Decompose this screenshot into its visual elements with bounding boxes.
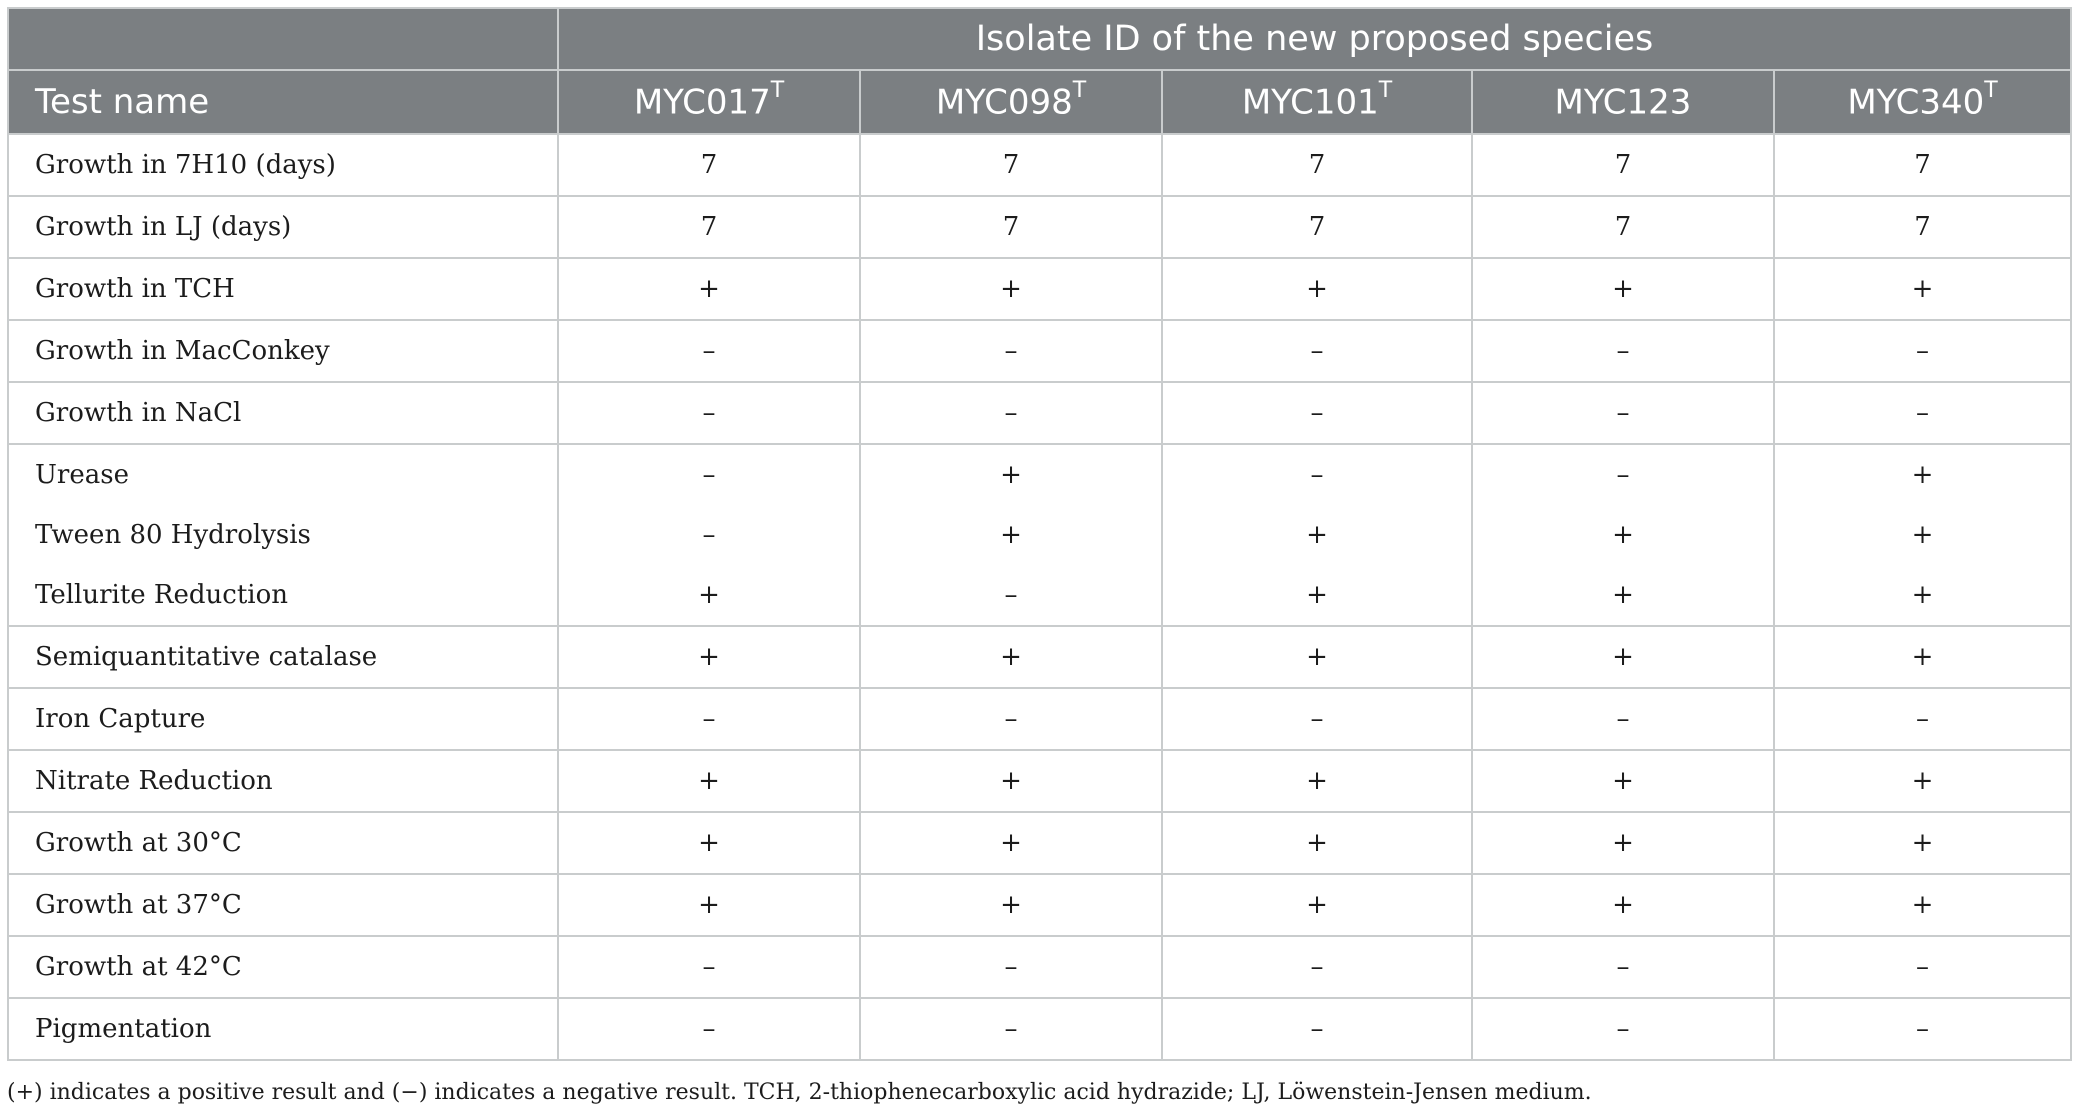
isolate-column-header: $MYC101^T$ (1162, 70, 1472, 134)
result-cell: – (1472, 936, 1774, 998)
result-cell: + (1774, 812, 2071, 874)
table-row (8, 196, 2071, 258)
result-cell: + (1774, 750, 2071, 812)
test-name-cell: Growth in 7H10 (days) (8, 134, 558, 196)
test-name-cell: Growth at 37°C (8, 874, 558, 936)
result-cell: 7 (1774, 196, 2071, 258)
result-cell: 7 (860, 134, 1162, 196)
result-cell: + (1472, 812, 1774, 874)
result-cell: – (1162, 320, 1472, 382)
table-footnote: (+) indicates a positive result and (−) indicates a negative result. TCH, 2-thiophenecarboxylic acid hydrazide; LJ, Löwenstein-Jensen medium. (7, 1080, 1592, 1105)
table-row (8, 998, 2071, 1060)
result-cell: + (1472, 874, 1774, 936)
result-cell: + (558, 750, 860, 812)
table-row (8, 444, 2071, 505)
test-name-cell: Tellurite Reduction (8, 565, 558, 626)
result-cell: 7 (558, 196, 860, 258)
result-cell: 7 (1774, 134, 2071, 196)
test-name-cell: Growth in MacConkey (8, 320, 558, 382)
isolate-test-table (7, 7, 2072, 1061)
result-cell: + (1162, 258, 1472, 320)
result-cell: + (1472, 505, 1774, 565)
result-cell: + (558, 874, 860, 936)
result-cell: – (558, 505, 860, 565)
table-row (8, 812, 2071, 874)
result-cell: – (1162, 382, 1472, 444)
table-row (8, 626, 2071, 688)
result-cell: + (1162, 505, 1472, 565)
result-cell: + (558, 565, 860, 626)
result-cell: – (1472, 320, 1774, 382)
result-cell: + (1774, 505, 2071, 565)
result-cell: – (558, 382, 860, 444)
result-cell: – (860, 936, 1162, 998)
isolate-column-header: $MYC340^T$ (1774, 70, 2071, 134)
isolate-column-header: MYC123 (1472, 70, 1774, 134)
result-cell: + (1774, 565, 2071, 626)
result-cell: – (558, 936, 860, 998)
result-cell: – (1162, 998, 1472, 1060)
result-cell: – (860, 382, 1162, 444)
result-cell: + (1162, 626, 1472, 688)
test-name-column-header: Test name (8, 70, 558, 134)
result-cell: – (1774, 998, 2071, 1060)
result-cell: + (1472, 565, 1774, 626)
table-row (8, 505, 2071, 565)
result-cell: – (558, 320, 860, 382)
test-name-cell: Semiquantitative catalase (8, 626, 558, 688)
test-name-cell: Growth in NaCl (8, 382, 558, 444)
results-table-wrapper (7, 7, 2070, 1061)
table-row (8, 565, 2071, 626)
result-cell: – (558, 688, 860, 750)
result-cell: + (1162, 565, 1472, 626)
isolate-column-header: $MYC017^T$ (558, 70, 860, 134)
test-name-cell: Growth in LJ (days) (8, 196, 558, 258)
result-cell: – (1472, 688, 1774, 750)
result-cell: + (860, 750, 1162, 812)
table-row (8, 688, 2071, 750)
header-corner-cell (8, 8, 558, 70)
result-cell: + (558, 626, 860, 688)
result-cell: – (1162, 936, 1472, 998)
result-cell: + (860, 505, 1162, 565)
result-cell: + (1774, 444, 2071, 505)
table-row (8, 382, 2071, 444)
result-cell: + (1774, 874, 2071, 936)
test-name-cell: Growth in TCH (8, 258, 558, 320)
result-cell: – (558, 444, 860, 505)
result-cell: + (1774, 626, 2071, 688)
result-cell: + (558, 812, 860, 874)
result-cell: 7 (1472, 196, 1774, 258)
result-cell: – (1774, 936, 2071, 998)
table-row (8, 258, 2071, 320)
result-cell: – (860, 565, 1162, 626)
result-cell: 7 (860, 196, 1162, 258)
table-row (8, 750, 2071, 812)
result-cell: – (1472, 444, 1774, 505)
result-cell: – (1162, 444, 1472, 505)
test-name-cell: Iron Capture (8, 688, 558, 750)
table-row (8, 936, 2071, 998)
result-cell: + (1774, 258, 2071, 320)
isolate-column-header: $MYC098^T$ (860, 70, 1162, 134)
result-cell: – (860, 998, 1162, 1060)
table-row (8, 320, 2071, 382)
result-cell: + (860, 812, 1162, 874)
result-cell: + (860, 626, 1162, 688)
result-cell: 7 (1162, 196, 1472, 258)
table-body (8, 134, 2071, 1060)
result-cell: – (860, 320, 1162, 382)
result-cell: + (558, 258, 860, 320)
result-cell: + (1162, 750, 1472, 812)
test-name-cell: Growth at 42°C (8, 936, 558, 998)
table-header (8, 8, 2071, 134)
result-cell: 7 (558, 134, 860, 196)
result-cell: – (558, 998, 860, 1060)
result-cell: + (1472, 626, 1774, 688)
result-cell: – (1774, 382, 2071, 444)
result-cell: – (860, 688, 1162, 750)
result-cell: 7 (1162, 134, 1472, 196)
result-cell: 7 (1472, 134, 1774, 196)
result-cell: – (1472, 998, 1774, 1060)
result-cell: + (1472, 750, 1774, 812)
test-name-cell: Growth at 30°C (8, 812, 558, 874)
isolate-group-title: Isolate ID of the new proposed species (558, 8, 2071, 70)
result-cell: + (1162, 874, 1472, 936)
result-cell: + (860, 258, 1162, 320)
table-row (8, 134, 2071, 196)
test-name-cell: Nitrate Reduction (8, 750, 558, 812)
result-cell: – (1472, 382, 1774, 444)
result-cell: – (1774, 320, 2071, 382)
result-cell: – (1162, 688, 1472, 750)
test-name-cell: Tween 80 Hydrolysis (8, 505, 558, 565)
result-cell: + (1472, 258, 1774, 320)
result-cell: + (860, 874, 1162, 936)
result-cell: + (1162, 812, 1472, 874)
test-name-cell: Urease (8, 444, 558, 505)
result-cell: – (1774, 688, 2071, 750)
test-name-cell: Pigmentation (8, 998, 558, 1060)
result-cell: + (860, 444, 1162, 505)
table-row (8, 874, 2071, 936)
